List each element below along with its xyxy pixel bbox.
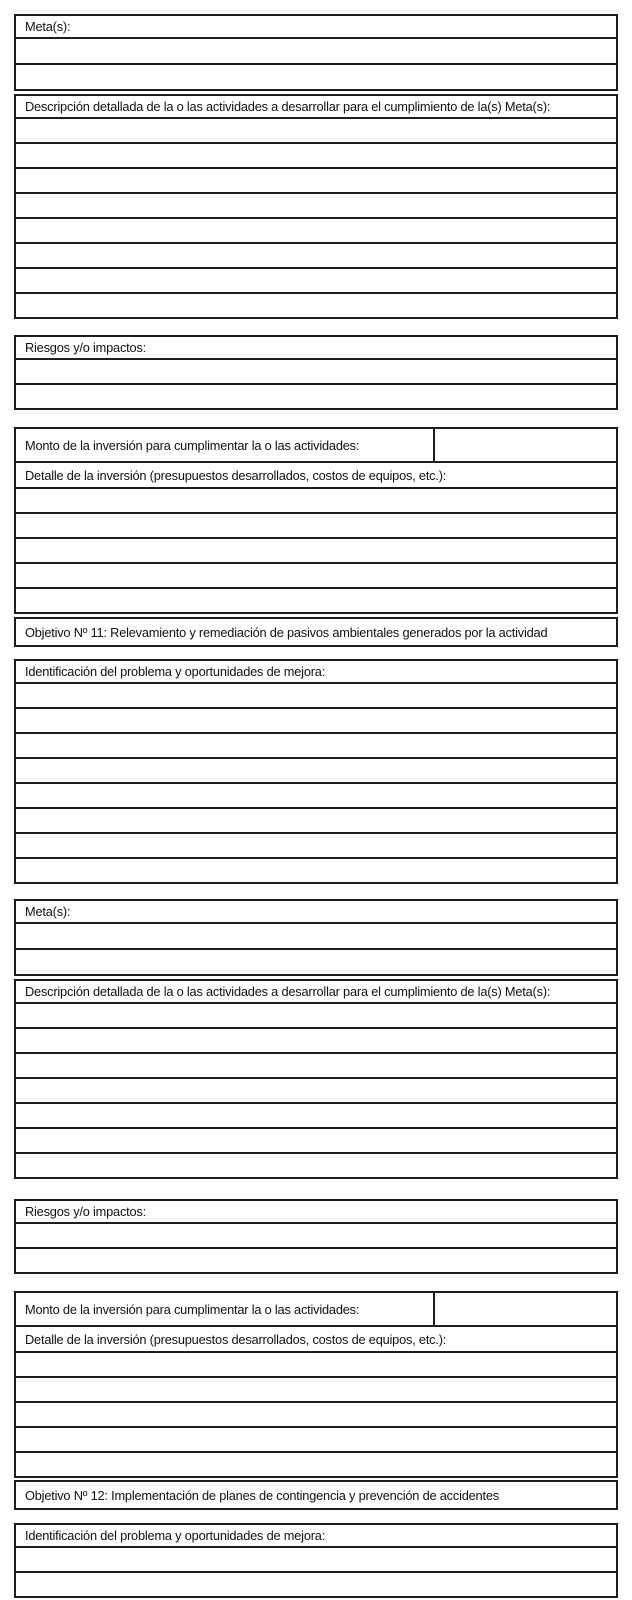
descripcion-1-empty-field-row (15, 143, 617, 168)
inversion-2-monto-label: Monto de la inversión para cumplimentar la o las actividades: (15, 1292, 434, 1326)
riesgos-2-table (14, 1199, 618, 1274)
inversion-2-row (15, 1377, 617, 1402)
identificacion-1-empty-field-row (15, 708, 617, 733)
metas-1-table (14, 14, 618, 91)
metas-1-row (15, 15, 617, 38)
inversion-2-row (15, 1326, 617, 1352)
descripcion-1-row (15, 218, 617, 243)
descripcion-2-row (15, 1003, 617, 1028)
descripcion-1-label: Descripción detallada de la o las actividades a desarrollar para el cumplimiento de la(s) Meta(s): (15, 95, 617, 118)
descripcion-2-row (15, 980, 617, 1003)
identificacion-2-row (15, 1524, 617, 1547)
identificacion-1-row (15, 683, 617, 708)
riesgos-2-empty-field-row (15, 1248, 617, 1273)
descripcion-1-row (15, 293, 617, 318)
descripcion-1-empty-field-row (15, 168, 617, 193)
identificacion-1-row (15, 758, 617, 783)
riesgos-1-row (15, 384, 617, 409)
inversion-1-row (15, 588, 617, 613)
riesgos-2-empty-field-row (15, 1223, 617, 1248)
metas-2-row (15, 900, 617, 923)
identificacion-1-row (15, 708, 617, 733)
descripcion-2-row (15, 1028, 617, 1053)
identificacion-1-row (15, 783, 617, 808)
inversion-2-row (15, 1352, 617, 1377)
inversion-1-row (15, 513, 617, 538)
descripcion-1-row (15, 193, 617, 218)
inversion-2-empty-field-row (15, 1402, 617, 1427)
identificacion-1-empty-field-row (15, 858, 617, 883)
descripcion-2-empty-field-row (15, 1128, 617, 1153)
identificacion-1-table (14, 659, 618, 884)
identificacion-1-row (15, 858, 617, 883)
descripcion-1-empty-field-row (15, 193, 617, 218)
inversion-1-row (15, 563, 617, 588)
identificacion-1-empty-field-row (15, 683, 617, 708)
descripcion-2-row (15, 1078, 617, 1103)
objetivo-11-table (14, 617, 618, 647)
inversion-1-amount-cell (434, 428, 617, 462)
inversion-1-row (15, 538, 617, 563)
riesgos-2-row (15, 1223, 617, 1248)
inversion-2-detalle-label: Detalle de la inversión (presupuestos desarrollados, costos de equipos, etc.): (15, 1326, 617, 1352)
descripcion-1-row (15, 143, 617, 168)
riesgos-1-row (15, 336, 617, 359)
objetivo-12-label: Objetivo Nº 12: Implementación de planes de contingencia y prevención de accidentes (15, 1481, 617, 1509)
descripcion-1-row (15, 118, 617, 143)
inversion-1-row (15, 462, 617, 488)
descripcion-2-empty-field-row (15, 1028, 617, 1053)
inversion-2-amount-cell (434, 1292, 617, 1326)
descripcion-2-empty-field-row (15, 1053, 617, 1078)
metas-2-empty-field-row (15, 949, 617, 975)
identificacion-2-row (15, 1547, 617, 1572)
inversion-1-empty-field-row (15, 513, 617, 538)
inversion-2-row (15, 1292, 617, 1326)
descripcion-2-row (15, 1103, 617, 1128)
riesgos-1-empty-field-row (15, 359, 617, 384)
riesgos-2-row (15, 1200, 617, 1223)
descripcion-1-row (15, 243, 617, 268)
metas-1-empty-field-row (15, 38, 617, 64)
objetivo-12-table (14, 1480, 618, 1510)
identificacion-1-empty-field-row (15, 758, 617, 783)
inversion-2-empty-field-row (15, 1377, 617, 1402)
inversion-2-row (15, 1427, 617, 1452)
riesgos-1-row (15, 359, 617, 384)
metas-1-row (15, 38, 617, 64)
inversion-1-empty-field-row (15, 563, 617, 588)
metas-2-empty-field-row (15, 923, 617, 949)
descripcion-1-empty-field-row (15, 293, 617, 318)
descripcion-1-row (15, 268, 617, 293)
descripcion-2-empty-field-row (15, 1153, 617, 1178)
inversion-1-row (15, 428, 617, 462)
inversion-2-empty-field-row (15, 1427, 617, 1452)
descripcion-2-empty-field-row (15, 1078, 617, 1103)
objetivo-11-row (15, 618, 617, 646)
riesgos-2-label: Riesgos y/o impactos: (15, 1200, 617, 1223)
descripcion-2-table (14, 979, 618, 1179)
descripcion-2-row (15, 1128, 617, 1153)
inversion-1-table (14, 427, 618, 614)
inversion-1-detalle-label: Detalle de la inversión (presupuestos desarrollados, costos de equipos, etc.): (15, 462, 617, 488)
descripcion-2-empty-field-row (15, 1103, 617, 1128)
inversion-2-row (15, 1402, 617, 1427)
identificacion-2-row (15, 1572, 617, 1597)
inversion-2-empty-field-row (15, 1352, 617, 1377)
inversion-2-table (14, 1291, 618, 1478)
riesgos-1-label: Riesgos y/o impactos: (15, 336, 617, 359)
riesgos-1-table (14, 335, 618, 410)
identificacion-1-empty-field-row (15, 783, 617, 808)
objetivo-12-row (15, 1481, 617, 1509)
descripcion-2-row (15, 1153, 617, 1178)
metas-2-table (14, 899, 618, 976)
metas-2-row (15, 949, 617, 975)
descripcion-1-empty-field-row (15, 218, 617, 243)
identificacion-1-empty-field-row (15, 833, 617, 858)
objetivo-11-label: Objetivo Nº 11: Relevamiento y remediación de pasivos ambientales generados por la actividad (15, 618, 617, 646)
descripcion-1-row (15, 95, 617, 118)
identificacion-2-label: Identificación del problema y oportunidades de mejora: (15, 1524, 617, 1547)
inversion-1-empty-field-row (15, 488, 617, 513)
identificacion-1-label: Identificación del problema y oportunidades de mejora: (15, 660, 617, 683)
identificacion-2-empty-field-row (15, 1572, 617, 1597)
descripcion-2-empty-field-row (15, 1003, 617, 1028)
inversion-1-empty-field-row (15, 538, 617, 563)
descripcion-1-empty-field-row (15, 268, 617, 293)
metas-2-label: Meta(s): (15, 900, 617, 923)
inversion-1-empty-field-row (15, 588, 617, 613)
identificacion-1-row (15, 833, 617, 858)
descripcion-1-row (15, 168, 617, 193)
inversion-2-empty-field-row (15, 1452, 617, 1477)
inversion-1-monto-label: Monto de la inversión para cumplimentar la o las actividades: (15, 428, 434, 462)
metas-1-label: Meta(s): (15, 15, 617, 38)
identificacion-2-table (14, 1523, 618, 1598)
identificacion-1-row (15, 808, 617, 833)
inversion-1-row (15, 488, 617, 513)
descripcion-2-row (15, 1053, 617, 1078)
metas-2-row (15, 923, 617, 949)
descripcion-1-empty-field-row (15, 118, 617, 143)
inversion-2-row (15, 1452, 617, 1477)
riesgos-1-empty-field-row (15, 384, 617, 409)
descripcion-1-empty-field-row (15, 243, 617, 268)
metas-1-empty-field-row (15, 64, 617, 90)
identificacion-1-row (15, 733, 617, 758)
identificacion-1-row (15, 660, 617, 683)
riesgos-2-row (15, 1248, 617, 1273)
descripcion-2-label: Descripción detallada de la o las actividades a desarrollar para el cumplimiento de la(s) Meta(s): (15, 980, 617, 1003)
identificacion-1-empty-field-row (15, 733, 617, 758)
identificacion-1-empty-field-row (15, 808, 617, 833)
identificacion-2-empty-field-row (15, 1547, 617, 1572)
descripcion-1-table (14, 94, 618, 319)
metas-1-row (15, 64, 617, 90)
